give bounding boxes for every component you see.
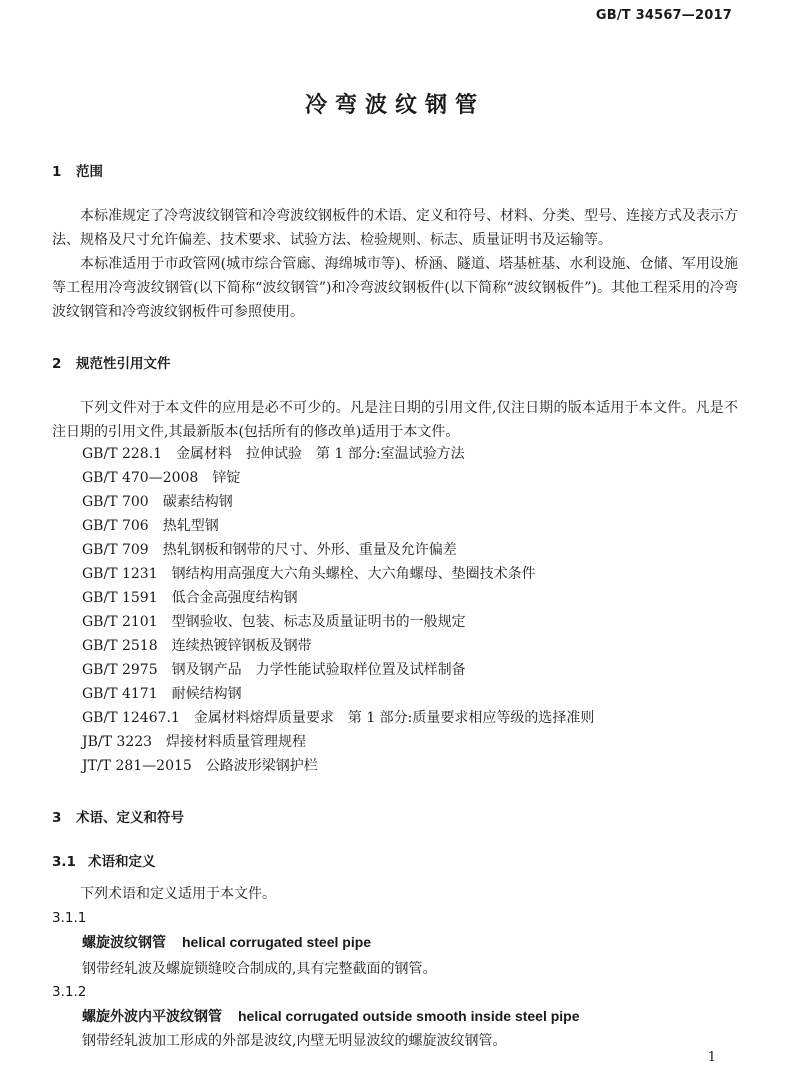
reference-code: GB/T 2101 — [82, 614, 158, 630]
reference-title: 碳素结构钢 — [162, 494, 233, 510]
reference-title: 钢结构用高强度大六角头螺栓、大六角螺母、垫圈技术条件 — [171, 566, 536, 582]
page-number: 1 — [707, 1050, 716, 1065]
term-number: 3.1.2 — [52, 984, 87, 1000]
reference-code: GB/T 700 — [82, 494, 149, 510]
section-1-paragraph-1: 本标准规定了冷弯波纹钢管和冷弯波纹钢板件的术语、定义和符号、材料、分类、型号、连接方式及表示方法、规格及尺寸允许偏差、技术要求、试验方法、检验规则、标志、质量证明书及运输等。 — [52, 208, 738, 248]
reference-code: JB/T 3223 — [82, 734, 153, 750]
term-definition: 钢带经轧波及螺旋锁缝咬合制成的,具有完整截面的钢管。 — [82, 961, 437, 977]
term-name-zh: 螺旋波纹钢管 — [82, 935, 166, 951]
subsection-3-1-title: 术语和定义 — [88, 854, 156, 870]
reference-code: GB/T 2975 — [82, 662, 158, 678]
term-name-en: helical corrugated steel pipe — [182, 934, 372, 950]
subsection-3-1-intro: 下列术语和定义适用于本文件。 — [80, 886, 276, 902]
reference-item — [82, 658, 594, 682]
reference-item — [82, 634, 594, 658]
reference-code: JT/T 281—2015 — [82, 758, 192, 774]
reference-item — [82, 562, 594, 586]
standard-code: GB/T 34567—2017 — [595, 8, 732, 23]
section-1-number: 1 — [52, 164, 62, 180]
reference-item — [82, 442, 594, 466]
reference-code: GB/T 228.1 — [82, 446, 163, 462]
section-1-title: 范围 — [76, 164, 103, 180]
term-number: 3.1.1 — [52, 910, 87, 926]
reference-title: 耐候结构钢 — [171, 686, 242, 702]
reference-title: 公路波形梁钢护栏 — [205, 758, 318, 774]
subsection-3-1-heading — [52, 850, 156, 870]
reference-item — [82, 466, 594, 490]
term-name — [82, 1006, 580, 1026]
reference-item — [82, 490, 594, 514]
reference-code: GB/T 470—2008 — [82, 470, 199, 486]
reference-code: GB/T 4171 — [82, 686, 158, 702]
reference-item — [82, 682, 594, 706]
reference-code: GB/T 12467.1 — [82, 710, 180, 726]
term-name-en: helical corrugated outside smooth inside steel pipe — [238, 1008, 580, 1024]
reference-code: GB/T 706 — [82, 518, 149, 534]
reference-item — [82, 706, 594, 730]
section-3-heading — [52, 806, 184, 826]
section-3-number: 3 — [52, 810, 62, 826]
term-name-zh: 螺旋外波内平波纹钢管 — [82, 1009, 222, 1025]
section-2-number: 2 — [52, 356, 62, 372]
section-3-title: 术语、定义和符号 — [76, 810, 184, 826]
section-1-paragraph-2: 本标准适用于市政管网(城市综合管廊、海绵城市等)、桥涵、隧道、塔基桩基、水利设施、仓储、军用设施等工程用冷弯波纹钢管(以下简称“波纹钢管”)和冷弯波纹钢板件(以下简称“波纹钢板件”)。其他工程采用的冷弯波纹钢管和冷弯波纹钢板件可参照使用。 — [52, 256, 738, 320]
section-2-intro: 下列文件对于本文件的应用是必不可少的。凡是注日期的引用文件,仅注日期的版本适用于本文件。凡是不注日期的引用文件,其最新版本(包括所有的修改单)适用于本文件。 — [52, 400, 738, 440]
reference-code: GB/T 1231 — [82, 566, 158, 582]
reference-title: 热轧型钢 — [162, 518, 219, 534]
reference-title: 连续热镀锌钢板及钢带 — [171, 638, 312, 654]
document-title: 冷弯波纹钢管 — [304, 93, 485, 118]
reference-list — [82, 442, 594, 778]
reference-title: 焊接材料质量管理规程 — [166, 734, 307, 750]
reference-item — [82, 586, 594, 610]
term-definition: 钢带经轧波加工形成的外部是波纹,内壁无明显波纹的螺旋波纹钢管。 — [82, 1033, 507, 1049]
reference-item — [82, 514, 594, 538]
section-2-title: 规范性引用文件 — [76, 356, 171, 372]
reference-title: 金属材料 拉伸试验 第 1 部分:室温试验方法 — [176, 446, 465, 462]
reference-title: 锌锭 — [212, 470, 241, 486]
reference-code: GB/T 1591 — [82, 590, 158, 606]
reference-title: 钢及钢产品 力学性能试验取样位置及试样制备 — [171, 662, 466, 678]
reference-item — [82, 610, 594, 634]
reference-title: 金属材料熔焊质量要求 第 1 部分:质量要求相应等级的选择准则 — [193, 710, 595, 726]
reference-title: 热轧钢板和钢带的尺寸、外形、重量及允许偏差 — [162, 542, 457, 558]
section-1-heading — [52, 160, 103, 180]
reference-title: 低合金高强度结构钢 — [171, 590, 298, 606]
reference-code: GB/T 709 — [82, 542, 149, 558]
reference-code: GB/T 2518 — [82, 638, 158, 654]
section-2-heading — [52, 352, 171, 372]
reference-title: 型钢验收、包装、标志及质量证明书的一般规定 — [171, 614, 466, 630]
term-name — [82, 932, 371, 952]
subsection-3-1-number: 3.1 — [52, 854, 76, 870]
reference-item — [82, 730, 594, 754]
reference-item — [82, 538, 594, 562]
reference-item — [82, 754, 594, 778]
